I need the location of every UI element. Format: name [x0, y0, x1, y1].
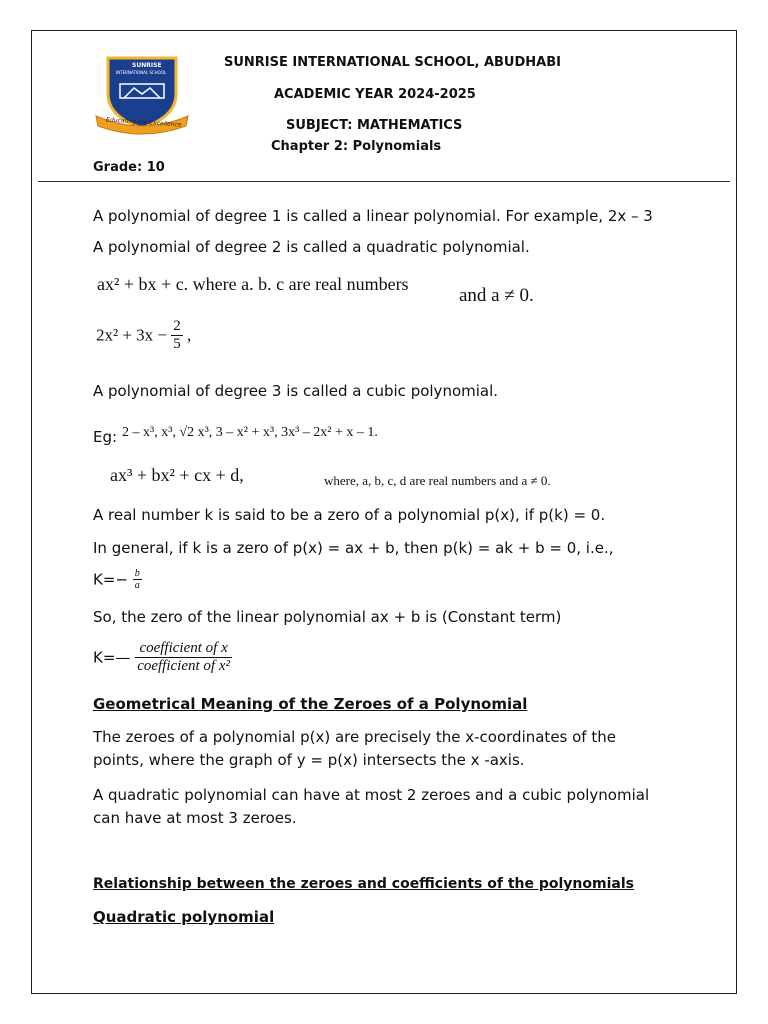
chapter-title: Chapter 2: Polynomials: [271, 139, 442, 154]
k-fraction: [133, 568, 142, 591]
k-numerator: b: [134, 568, 140, 579]
logo-sub-text: INTERNATIONAL SCHOOL: [116, 70, 167, 75]
header-divider: [38, 181, 730, 182]
coefficient-fraction: [135, 640, 232, 675]
logo-top-text: SUNRISE: [132, 62, 162, 69]
academic-year: ACADEMIC YEAR 2024-2025: [274, 87, 476, 102]
quadratic-polynomial-heading: Quadratic polynomial: [93, 908, 275, 926]
fraction-numerator: 2: [173, 318, 181, 334]
cubic-condition: where, a, b, c, d are real numbers and a ≠ 0.: [324, 473, 551, 488]
geometric-paragraph-2-line-2: can have at most 3 zeroes.: [93, 809, 297, 827]
coefficient-numerator: coefficient of x: [135, 640, 232, 658]
quadratic-general-form: ax² + bx + c. where a. b. c are real numbers: [97, 274, 409, 294]
geometric-paragraph-2-line-1: A quadratic polynomial can have at most 2 zeroes and a cubic polynomial: [93, 786, 650, 804]
school-name: SUNRISE INTERNATIONAL SCHOOL, ABUDHABI: [224, 55, 561, 70]
geometric-paragraph-1-line-2: points, where the graph of y = p(x) intersects the x -axis.: [93, 751, 525, 769]
quadratic-example-pre: 2x² + 3x −: [96, 325, 168, 345]
quadratic-example-post: ,: [187, 325, 192, 345]
zero-definition: A real number k is said to be a zero of a polynomial p(x), if p(k) = 0.: [93, 506, 606, 524]
linear-definition: A polynomial of degree 1 is called a linear polynomial. For example, 2x – 3: [93, 207, 653, 225]
linear-zero-statement: So, the zero of the linear polynomial ax + b is (Constant term): [93, 608, 562, 626]
quadratic-condition: and a ≠ 0.: [459, 285, 534, 306]
k-denominator: a: [134, 580, 140, 591]
quadratic-definition: A polynomial of degree 2 is called a quadratic polynomial.: [93, 238, 530, 256]
general-statement: In general, if k is a zero of p(x) = ax + b, then p(k) = ak + b = 0, i.e.,: [93, 539, 614, 557]
logo-ribbon-text: Educating For Excellence: [105, 116, 182, 129]
grade: Grade: 10: [93, 160, 165, 175]
relationship-heading: Relationship between the zeroes and coefficients of the polynomials: [93, 876, 634, 892]
geometric-meaning-heading: Geometrical Meaning of the Zeroes of a Polynomial: [93, 695, 528, 713]
eg-label: Eg:: [93, 428, 118, 446]
fraction-denominator: 5: [173, 336, 181, 352]
quadratic-example-fraction: [171, 318, 183, 353]
k2-equation-lhs: K=—: [93, 648, 131, 667]
cubic-examples: 2 – x³, x³, √2 x³, 3 – x² + x³, 3x³ – 2x² + x – 1.: [122, 425, 378, 440]
cubic-definition: A polynomial of degree 3 is called a cubic polynomial.: [93, 382, 499, 400]
school-logo: [94, 54, 190, 136]
quadratic-example: [96, 318, 191, 353]
cubic-general-form: ax³ + bx² + cx + d,: [110, 465, 244, 485]
subject: SUBJECT: MATHEMATICS: [286, 118, 463, 133]
k-coefficient-equation: [93, 640, 232, 675]
k-equation: [93, 568, 142, 591]
k-equation-lhs: K=−: [93, 570, 128, 589]
geometric-paragraph-1-line-1: The zeroes of a polynomial p(x) are precisely the x-coordinates of the: [93, 728, 616, 746]
coefficient-denominator: coefficient of x²: [137, 658, 230, 674]
